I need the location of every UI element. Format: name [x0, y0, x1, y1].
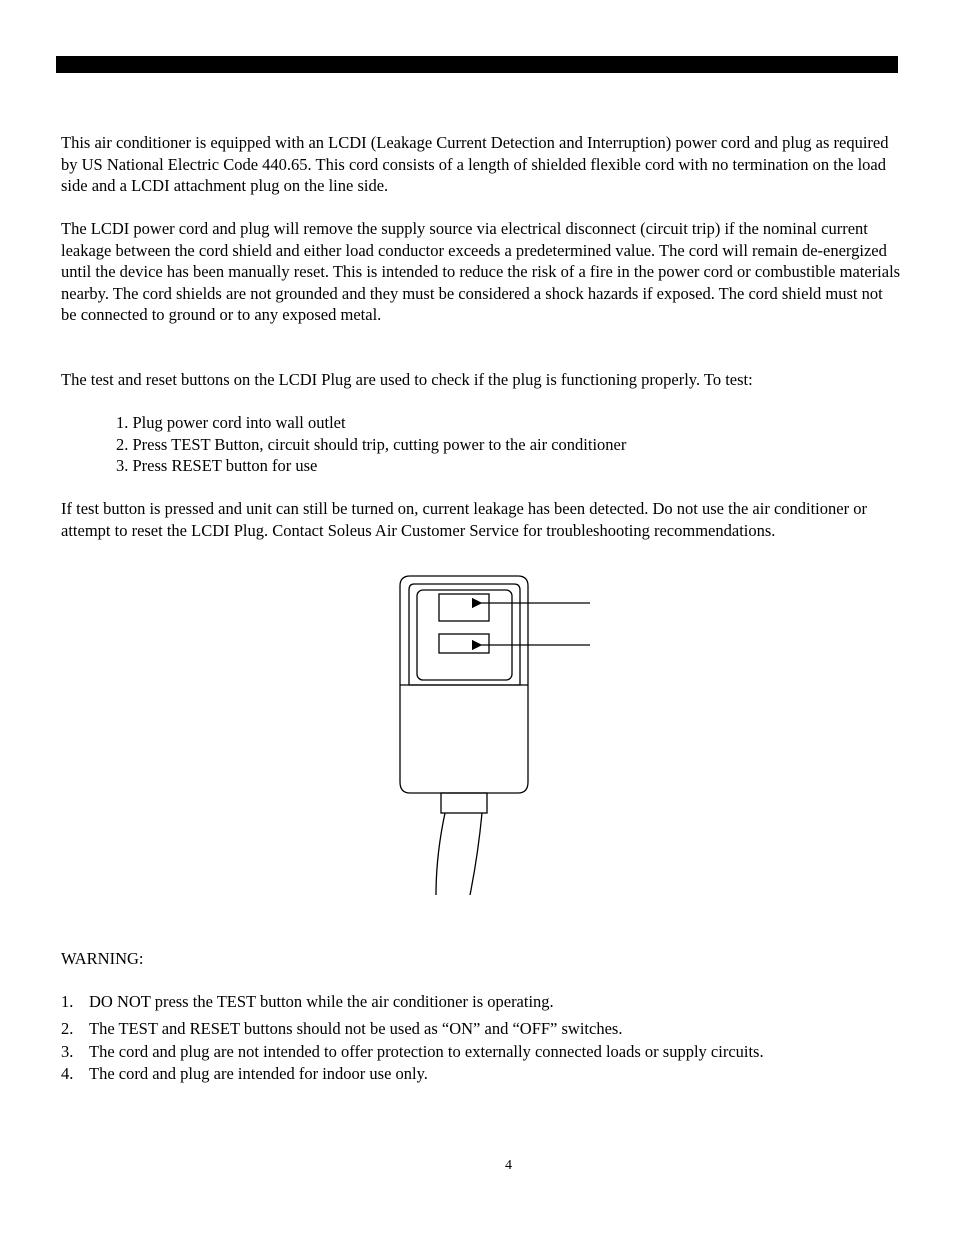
warning-item-number: 4. [61, 1064, 74, 1083]
cord-left-edge [436, 813, 445, 895]
warning-item-text: DO NOT press the TEST button while the air conditioner is operating. [89, 992, 554, 1011]
warning-item-number: 3. [61, 1042, 74, 1061]
page-number: 4 [505, 1158, 512, 1173]
warning-item-text: The TEST and RESET buttons should not be used as “ON” and “OFF” switches. [89, 1019, 623, 1038]
warning-item [61, 1063, 428, 1085]
warning-title: WARNING: [61, 949, 144, 968]
test-step: 2. Press TEST Button, circuit should trip, cutting power to the air conditioner [116, 434, 627, 454]
test-step: 3. Press RESET button for use [116, 456, 318, 475]
plug-strain-relief [441, 793, 487, 813]
test-button [439, 594, 489, 621]
warning-item-number: 2. [61, 1019, 74, 1038]
warning-item-number: 1. [61, 992, 74, 1011]
cord-right-edge [470, 813, 482, 895]
test-step: 1. Plug power cord into wall outlet [116, 413, 346, 432]
intro-paragraph-lcdi: This air conditioner is equipped with an LCDI (Leakage Current Detection and Interruption) power cord and plug as required by US National Electric Code 440.65. This cord consists of a length of shielded flexible cord with no termination on the load side and a LCDI attachment plug on the line side. [61, 133, 889, 195]
intro-paragraph-test: The test and reset buttons on the LCDI Plug are used to check if the plug is functioning properly. To test: [61, 370, 753, 389]
warning-item [61, 1018, 622, 1040]
warning-item [61, 1041, 764, 1063]
warning-item-text: The cord and plug are not intended to offer protection to externally connected loads or supply circuits. [89, 1042, 764, 1061]
reset-button [439, 634, 489, 653]
warning-item-text: The cord and plug are intended for indoor use only. [89, 1064, 428, 1083]
warning-item [61, 991, 554, 1013]
after-test-paragraph: If test button is pressed and unit can still be turned on, current leakage has been detected. Do not use the air conditioner or attempt to reset the LCDI Plug. Contact Soleus Air Customer Service for troubleshooting recommendations. [61, 499, 867, 540]
intro-paragraph-trip: The LCDI power cord and plug will remove the supply source via electrical disconnect (circuit trip) if the nominal current leakage between the cord shield and either load conductor exceeds a predetermined value. The cord will remain de-energized until the device has been manually reset. This is intended to reduce the risk of a fire in the power cord or combustible materials nearby. The cord shields are not grounded and they must be considered a shock hazards if exposed. The cord shield must not be connected to ground or to any exposed metal. [61, 219, 901, 324]
